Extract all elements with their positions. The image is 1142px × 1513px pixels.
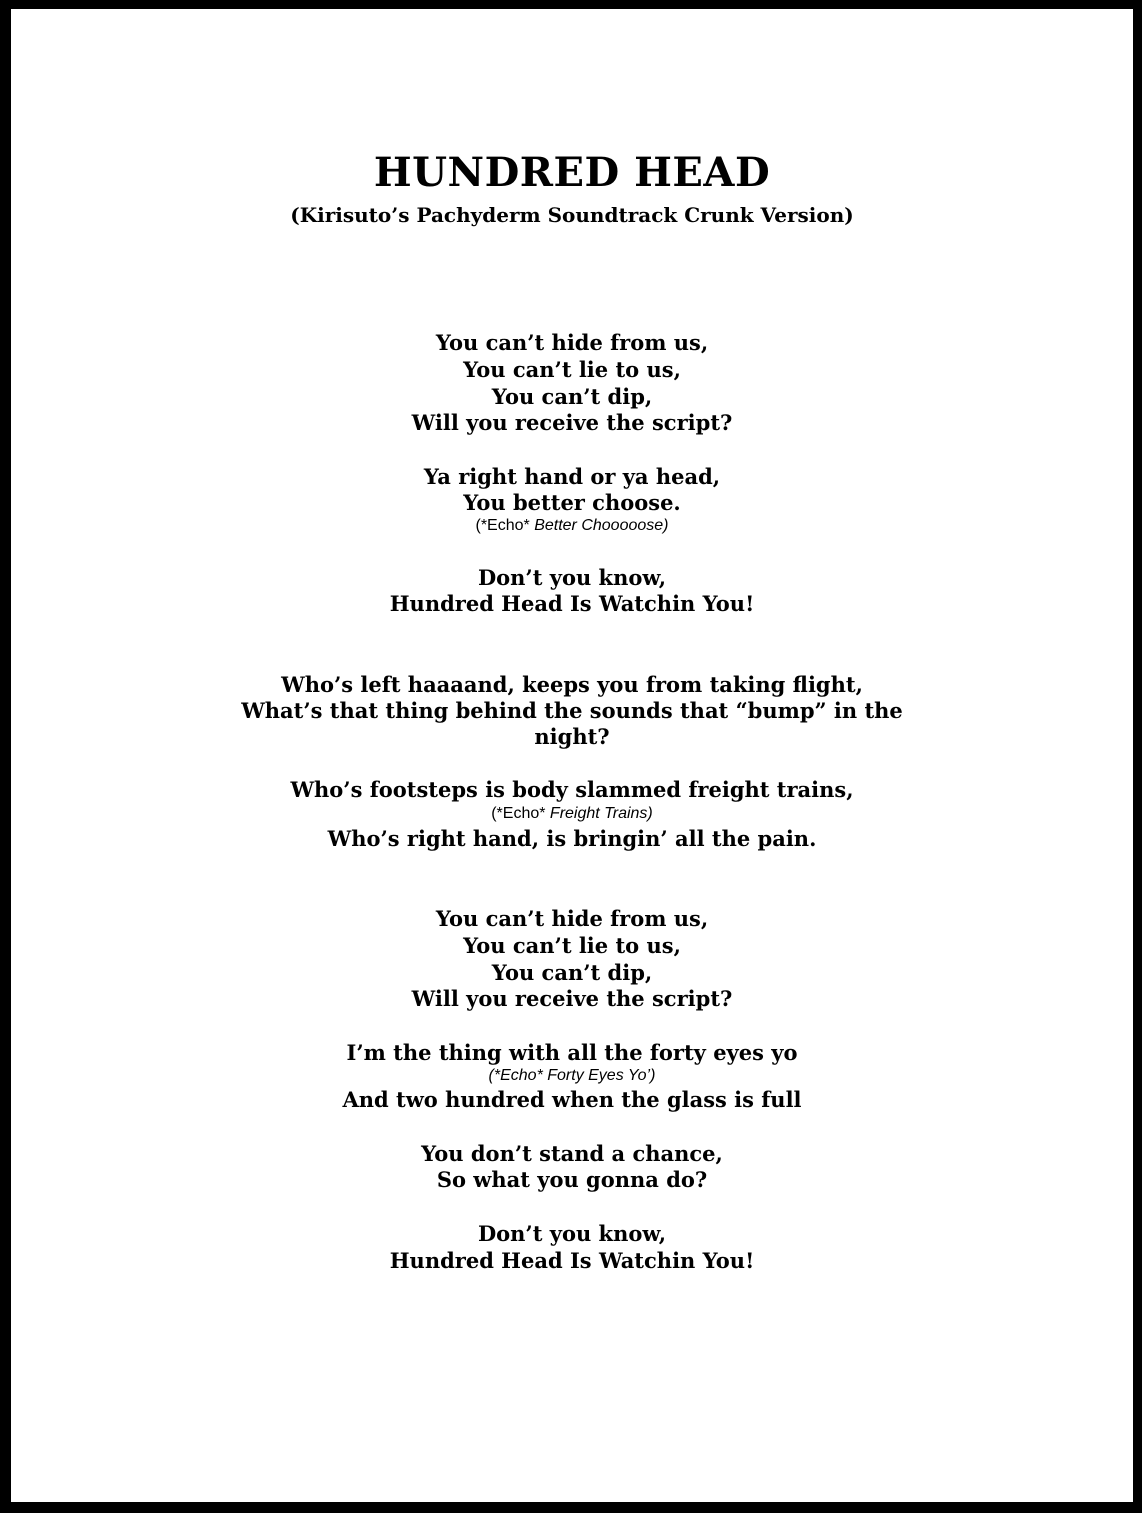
echo-prefix: (*Echo* — [491, 805, 550, 822]
lyric-line: You can’t dip, — [491, 384, 653, 409]
lyric-line: You can’t hide from us, — [435, 330, 709, 355]
lyric-line: Don’t you know, — [477, 565, 667, 590]
lyric-line: What’s that thing behind the sounds that “bump” in the — [241, 698, 903, 723]
lyric-line: You can’t lie to us, — [463, 933, 681, 958]
lyric-line: Don’t you know, — [477, 1221, 667, 1246]
lyric-line: I’m the thing with all the forty eyes yo — [346, 1040, 798, 1065]
lyric-line: night? — [534, 724, 610, 749]
echo-text: Better Chooooose) — [534, 517, 669, 534]
lyric-line: And two hundred when the glass is full — [342, 1087, 802, 1112]
echo-line — [11, 516, 1133, 536]
lyric-line: Hundred Head Is Watchin You! — [389, 1248, 755, 1273]
lyric-line: Will you receive the script? — [411, 410, 733, 435]
song-subtitle: (Kirisuto’s Pachyderm Soundtrack Crunk Version) — [290, 203, 854, 227]
lyric-line: Who’s right hand, is bringin’ all the pain. — [327, 826, 817, 851]
lyric-line: Ya right hand or ya head, — [423, 464, 721, 489]
echo-text: Freight Trains) — [549, 805, 653, 822]
lyric-line: You better choose. — [463, 490, 681, 515]
lyrics-page — [11, 9, 1133, 1502]
lyric-line: Hundred Head Is Watchin You! — [389, 591, 755, 616]
lyric-line: You can’t lie to us, — [463, 357, 681, 382]
lyric-line: Who’s footsteps is body slammed freight trains, — [290, 777, 854, 802]
lyric-line: You can’t dip, — [491, 960, 653, 985]
lyric-line: You can’t hide from us, — [435, 906, 709, 931]
lyric-line: So what you gonna do? — [436, 1167, 708, 1192]
lyric-line: Will you receive the script? — [411, 986, 733, 1011]
lyric-line: Who’s left haaaand, keeps you from taking flight, — [281, 672, 863, 697]
echo-prefix: (*Echo* — [475, 517, 535, 534]
song-title: HUNDRED HEAD — [373, 149, 771, 196]
echo-line: (*Echo* Forty Eyes Yo’) — [488, 1067, 656, 1084]
echo-line — [11, 804, 1133, 824]
lyric-line: You don’t stand a chance, — [421, 1141, 723, 1166]
